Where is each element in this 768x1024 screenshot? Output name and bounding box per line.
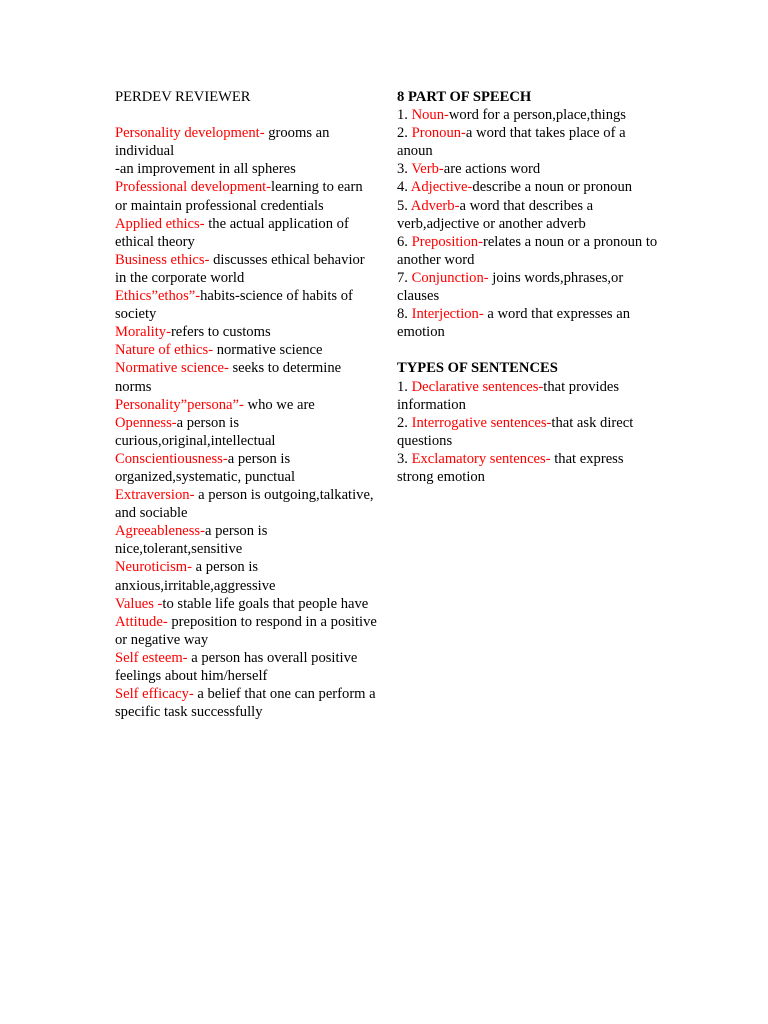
glossary-definition: a person is outgoing,talkative, and sociable (115, 487, 374, 522)
list-number: 4. (397, 179, 411, 196)
list-item (397, 414, 659, 450)
sentence-types-list (397, 378, 659, 487)
glossary-term: Morality- (115, 324, 171, 341)
list-item (397, 124, 659, 160)
sentence-types-heading: TYPES OF SENTENCES (397, 360, 558, 377)
glossary-definition: to stable life goals that people have (162, 595, 369, 612)
list-item (397, 197, 659, 233)
list-definition: that provides information (397, 378, 620, 413)
glossary-term: Self efficacy- (115, 686, 194, 703)
list-item (397, 233, 659, 269)
list-item (397, 160, 659, 178)
list-definition: that express strong emotion (397, 450, 624, 485)
glossary-entry (115, 450, 377, 486)
glossary-term: Extraversion- (115, 487, 195, 504)
glossary-entry (115, 558, 377, 594)
list-number: 3. (397, 450, 412, 467)
glossary-term: Business ethics- (115, 251, 210, 268)
glossary-entry (115, 613, 377, 649)
glossary-entry (115, 215, 377, 251)
glossary-entry (115, 595, 377, 613)
glossary-term: Professional development- (115, 179, 272, 196)
glossary-entry (115, 649, 377, 685)
glossary-term: Attitude- (115, 613, 168, 630)
list-definition: a word that expresses an emotion (397, 306, 631, 341)
spacer (397, 341, 659, 359)
list-term: Pronoun- (411, 125, 466, 142)
glossary-definition: a person is nice,tolerant,sensitive (115, 523, 268, 558)
glossary-entry (115, 359, 377, 395)
list-term: Adverb- (410, 197, 460, 214)
list-item (397, 378, 659, 414)
list-definition: relates a noun or a pronoun to another word (397, 233, 658, 268)
list-number: 7. (397, 269, 412, 286)
parts-of-speech-heading: 8 PART OF SPEECH (397, 89, 532, 105)
right-column (397, 88, 659, 486)
glossary-definition: a person has overall positive feelings about him/herself (115, 649, 358, 684)
glossary-entry (115, 414, 377, 450)
glossary-definition: who we are (243, 396, 315, 413)
glossary-definition: normative science (213, 342, 323, 359)
list-number: 5. (397, 197, 411, 214)
list-term: Conjunction- (411, 269, 489, 286)
glossary-definition: learning to earn or maintain professional credentials (115, 179, 363, 214)
glossary-term: Ethics”ethos”- (115, 288, 201, 305)
list-number: 1. (397, 107, 412, 124)
list-number: 2. (397, 414, 412, 431)
glossary-term: Applied ethics- (115, 215, 205, 232)
glossary-entry (115, 522, 377, 558)
list-term: Verb- (411, 161, 444, 178)
glossary-definition: the actual application of ethical theory (115, 215, 349, 250)
glossary-definition: seeks to determine norms (115, 360, 342, 395)
left-column (115, 88, 377, 721)
glossary-term: Conscientiousness- (115, 450, 228, 467)
document-title: PERDEV REVIEWER (115, 89, 251, 105)
list-item (397, 269, 659, 305)
list-term: Declarative sentences- (411, 378, 544, 395)
glossary-term: Values - (115, 595, 163, 612)
glossary-entry (115, 178, 377, 214)
list-definition: joins words,phrases,or clauses (397, 269, 624, 305)
glossary-term: Agreeableness- (115, 523, 205, 540)
list-term: Preposition- (411, 233, 483, 250)
list-number: 1. (397, 378, 412, 395)
list-number: 8. (397, 306, 412, 323)
glossary-definition: a person is curious,original,intellectual (115, 414, 276, 449)
list-term: Interrogative sentences- (411, 414, 552, 431)
glossary-entry (115, 486, 377, 522)
glossary-entry (115, 251, 377, 287)
glossary-entry (115, 396, 377, 414)
glossary-definition: a person is anxious,irritable,aggressive (115, 559, 276, 594)
list-term: Interjection- (411, 306, 484, 323)
glossary-definition: -an improvement in all spheres (115, 161, 296, 178)
glossary-entry (115, 341, 377, 359)
list-item (397, 178, 659, 196)
glossary-definition: discusses ethical behavior in the corporate world (115, 251, 365, 286)
glossary-entry (115, 160, 377, 178)
glossary-term: Normative science- (115, 360, 229, 377)
list-number: 6. (397, 233, 412, 250)
glossary-definition: grooms an individual (115, 125, 330, 160)
glossary-term: Openness- (115, 414, 177, 431)
glossary-entry (115, 287, 377, 323)
glossary-list (115, 124, 377, 721)
list-item (397, 305, 659, 341)
glossary-term: Nature of ethics- (115, 342, 214, 359)
glossary-entry (115, 685, 377, 721)
list-definition: a word that describes a verb,adjective or another adverb (397, 197, 594, 232)
list-definition: that ask direct questions (397, 414, 634, 449)
glossary-entry (115, 323, 377, 341)
list-number: 3. (397, 161, 412, 178)
list-term: Exclamatory sentences- (411, 450, 551, 467)
list-item (397, 106, 659, 124)
glossary-definition: a person is organized,systematic, punctual (115, 450, 296, 485)
list-item (397, 450, 659, 486)
glossary-definition: preposition to respond in a positive or negative way (115, 613, 377, 648)
list-definition: are actions word (443, 161, 541, 178)
glossary-definition: a belief that one can perform a specific task successfully (115, 686, 376, 721)
glossary-term: Personality development- (115, 125, 265, 142)
glossary-definition: refers to customs (170, 324, 271, 341)
list-term: Noun- (411, 107, 449, 124)
glossary-term: Neuroticism- (115, 559, 193, 576)
list-term: Adjective- (410, 179, 473, 196)
list-number: 2. (397, 125, 412, 142)
list-definition: describe a noun or pronoun (472, 179, 633, 196)
list-definition: a word that takes place of a anoun (397, 125, 626, 160)
glossary-definition: habits-science of habits of society (115, 288, 353, 323)
list-definition: word for a person,place,things (448, 107, 626, 124)
glossary-term: Self esteem- (115, 649, 188, 666)
glossary-entry (115, 124, 377, 160)
glossary-term: Personality”persona”- (115, 396, 244, 413)
parts-of-speech-list (397, 106, 659, 341)
spacer (115, 106, 377, 124)
